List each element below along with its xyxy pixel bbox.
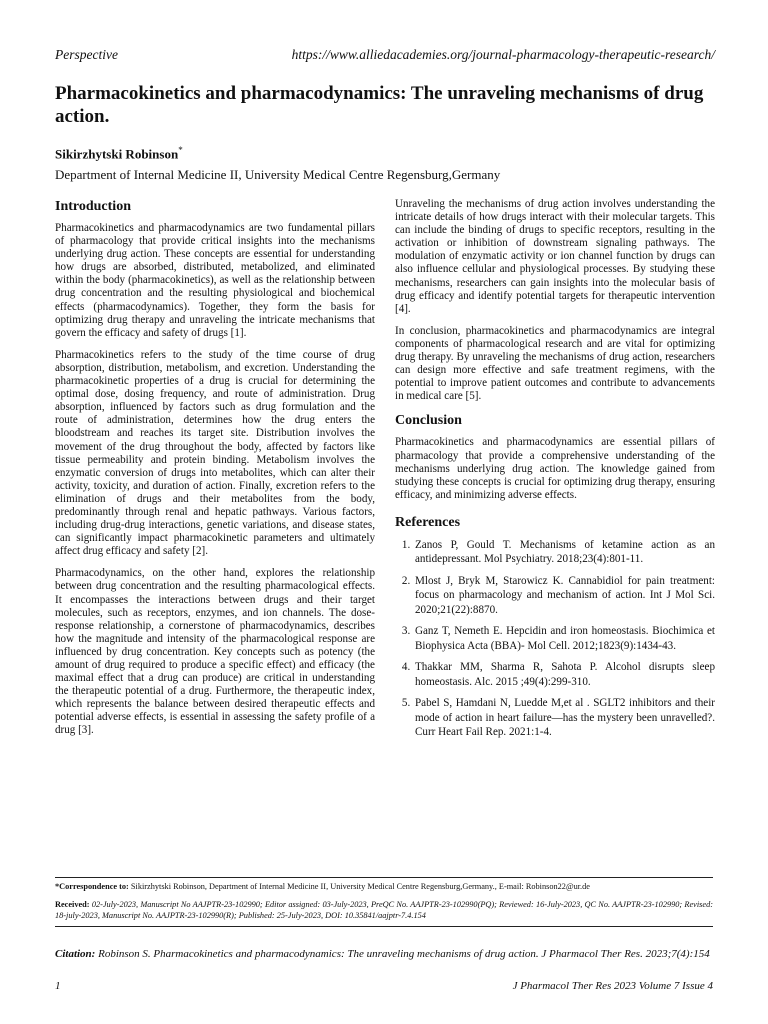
reference-list <box>395 538 715 740</box>
reference-item: 4. Thakkar MM, Sharma R, Sahota P. Alcohol disrupts sleep homeostasis. Alc. 2015 ;49(4):299-310. <box>413 660 715 689</box>
page-footer <box>55 980 713 992</box>
reference-item: 5. Pabel S, Hamdani N, Luedde M,et al . SGLT2 inhibitors and their mode of action in heart failure—has the mystery been unravelled?. Curr Heart Fail Rep. 2021:1-4. <box>413 696 715 740</box>
intro-paragraph-1: Pharmacokinetics and pharmacodynamics are two fundamental pillars of pharmacology that provide critical insights into the mechanisms underlying drug action. These concepts are essential for understanding how drugs are absorbed, distributed, metabolized, and eliminated within the body (pharmacokinetics), as well as the relationship between drug concentration and the resulting physiological and biochemical effects (pharmacodynamics). Together, they form the basis for optimizing drug therapy and unraveling the intricate mechanisms that govern the efficacy and safety of drugs [1]. <box>55 222 375 339</box>
history-text: 02-July-2023, Manuscript No AAJPTR-23-102990; Editor assigned: 03-July-2023, PreQC No. AAJPTR-23-102990(PQ); Reviewed: 16-July-2023, QC No. AAJPTR-23-102990; Revised: 18-july-2023, Manuscript No. AAJPTR-23-102990(R); Published: 25-July-2023, DOI: 10.35841/aajptr-7.4.154 <box>55 900 713 920</box>
reference-item: 2. Mlost J, Bryk M, Starowicz K. Cannabidiol for pain treatment: focus on pharmacology and mechanism of action. Int J Mol Sci. 2020;21(22):8870. <box>413 574 715 618</box>
article-type: Perspective <box>55 47 118 62</box>
page-number: 1 <box>55 980 61 992</box>
correspondence-label: *Correspondence to: <box>55 882 129 891</box>
conclusion-heading: Conclusion <box>395 413 462 429</box>
citation-label: Citation: <box>55 948 96 960</box>
author-affiliation: Department of Internal Medicine II, University Medical Centre Regensburg,Germany <box>55 167 501 182</box>
footnote-divider-bottom <box>55 926 713 927</box>
citation-text: Robinson S. Pharmacokinetics and pharmacodynamics: The unraveling mechanisms of drug action. J Pharmacol Ther Res. 2023;7(4):154 <box>98 948 710 960</box>
author-mark: * <box>178 145 183 155</box>
intro-paragraph-4: Unraveling the mechanisms of drug action involves understanding the intricate details of how drugs interact with their molecular targets. This can include the binding of drugs to specific receptors, resulting in the activation or inhibition of downstream signaling pathways. The modulation of enzymatic activity or ion channel function by drugs can also influence cellular and physiological processes. By studying these mechanisms, researchers can gain insights into the molecular basis of drug efficacy and identify potential targets for therapeutic intervention [4]. <box>395 198 715 315</box>
article-title: Pharmacokinetics and pharmacodynamics: The unraveling mechanisms of drug action. <box>55 83 704 127</box>
reference-item: 3. Ganz T, Nemeth E. Hepcidin and iron homeostasis. Biochimica et Biophysica Acta (BBA)- Mol Cell. 2012;1823(9):1434-43. <box>413 624 715 653</box>
references-heading: References <box>395 514 461 530</box>
correspondence-text: Sikirzhytski Robinson, Department of Internal Medicine II, University Medical Centre Regensburg,Germany., E-mail: Robinson22@ur.de <box>130 882 590 891</box>
intro-paragraph-5: In conclusion, pharmacokinetics and pharmacodynamics are integral components of pharmacological research and are vital for optimizing drug therapy. By unraveling the mechanisms of drug action, researchers can design more effective and safe treatment regimens, with the potential to improve patient outcomes and contribute to advancements in medical care [5]. <box>395 324 715 403</box>
introduction-heading: Introduction <box>55 199 131 214</box>
reference-item: 1. Zanos P, Gould T. Mechanisms of ketamine action as an antidepressant. Mol Psychiatry. 2018;23(4):801-11. <box>413 538 715 567</box>
intro-paragraph-2: Pharmacokinetics refers to the study of the time course of drug absorption, distribution, metabolism, and excretion. Understanding the pharmacokinetic properties of a drug is crucial for determining the optimal dose, dosing frequency, and route of administration. Drug absorption, influenced by factors such as drug formulation and the route of administration, determines how the drug enters the bloodstream and reaches its target site. Distribution involves the movement of the drug throughout the body, affected by factors like tissue permeability and protein binding. Metabolism involves the enzymatic conversion of drugs into metabolites, which can alter their activity, toxicity, and duration of action. Finally, excretion refers to the elimination of drugs and their metabolites from the body, predominantly through renal and hepatic pathways. Various factors, including drug-drug interactions, genetic variations, and disease states, can significantly impact pharmacokinetic parameters and ultimately affect drug efficacy and safety [2]. <box>55 348 375 558</box>
conclusion-paragraph: Pharmacokinetics and pharmacodynamics are essential pillars of pharmacology that provide a comprehensive understanding of the mechanisms underlying drug action. The knowledge gained from studying these concepts is crucial for optimizing drug therapy, ensuring efficacy, and minimizing adverse effects. <box>395 436 715 501</box>
received-label: Received: <box>55 900 90 909</box>
correspondence-note <box>55 881 713 892</box>
journal-issue: J Pharmacol Ther Res 2023 Volume 7 Issue 4 <box>512 980 713 992</box>
manuscript-history <box>55 899 713 921</box>
author-name: Sikirzhytski Robinson <box>55 146 179 162</box>
left-column <box>55 198 375 747</box>
running-header <box>55 47 715 63</box>
author-line <box>55 145 183 162</box>
citation-note <box>55 948 713 961</box>
intro-paragraph-3: Pharmacodynamics, on the other hand, explores the relationship between drug concentration and the resulting pharmacological effects. It encompasses the interactions between drugs and their target molecules, such as receptors, enzymes, and ion channels. The dose-response relationship, a cornerstone of pharmacodynamics, describes how the magnitude and intensity of the pharmacological response are influenced by drug concentration. Key concepts such as potency (the amount of drug required to produce a specific effect) and efficacy (the maximal effect that a drug can produce) are critical in understanding the therapeutic potential of a drug. Furthermore, the therapeutic index, which represents the balance between desired therapeutic effects and potential adverse effects, is essential in assessing the safety profile of a drug [3]. <box>55 567 375 737</box>
right-column <box>395 198 715 747</box>
journal-url[interactable]: https://www.alliedacademies.org/journal-pharmacology-therapeutic-research/ <box>291 47 715 62</box>
footnote-divider-top <box>55 877 713 878</box>
